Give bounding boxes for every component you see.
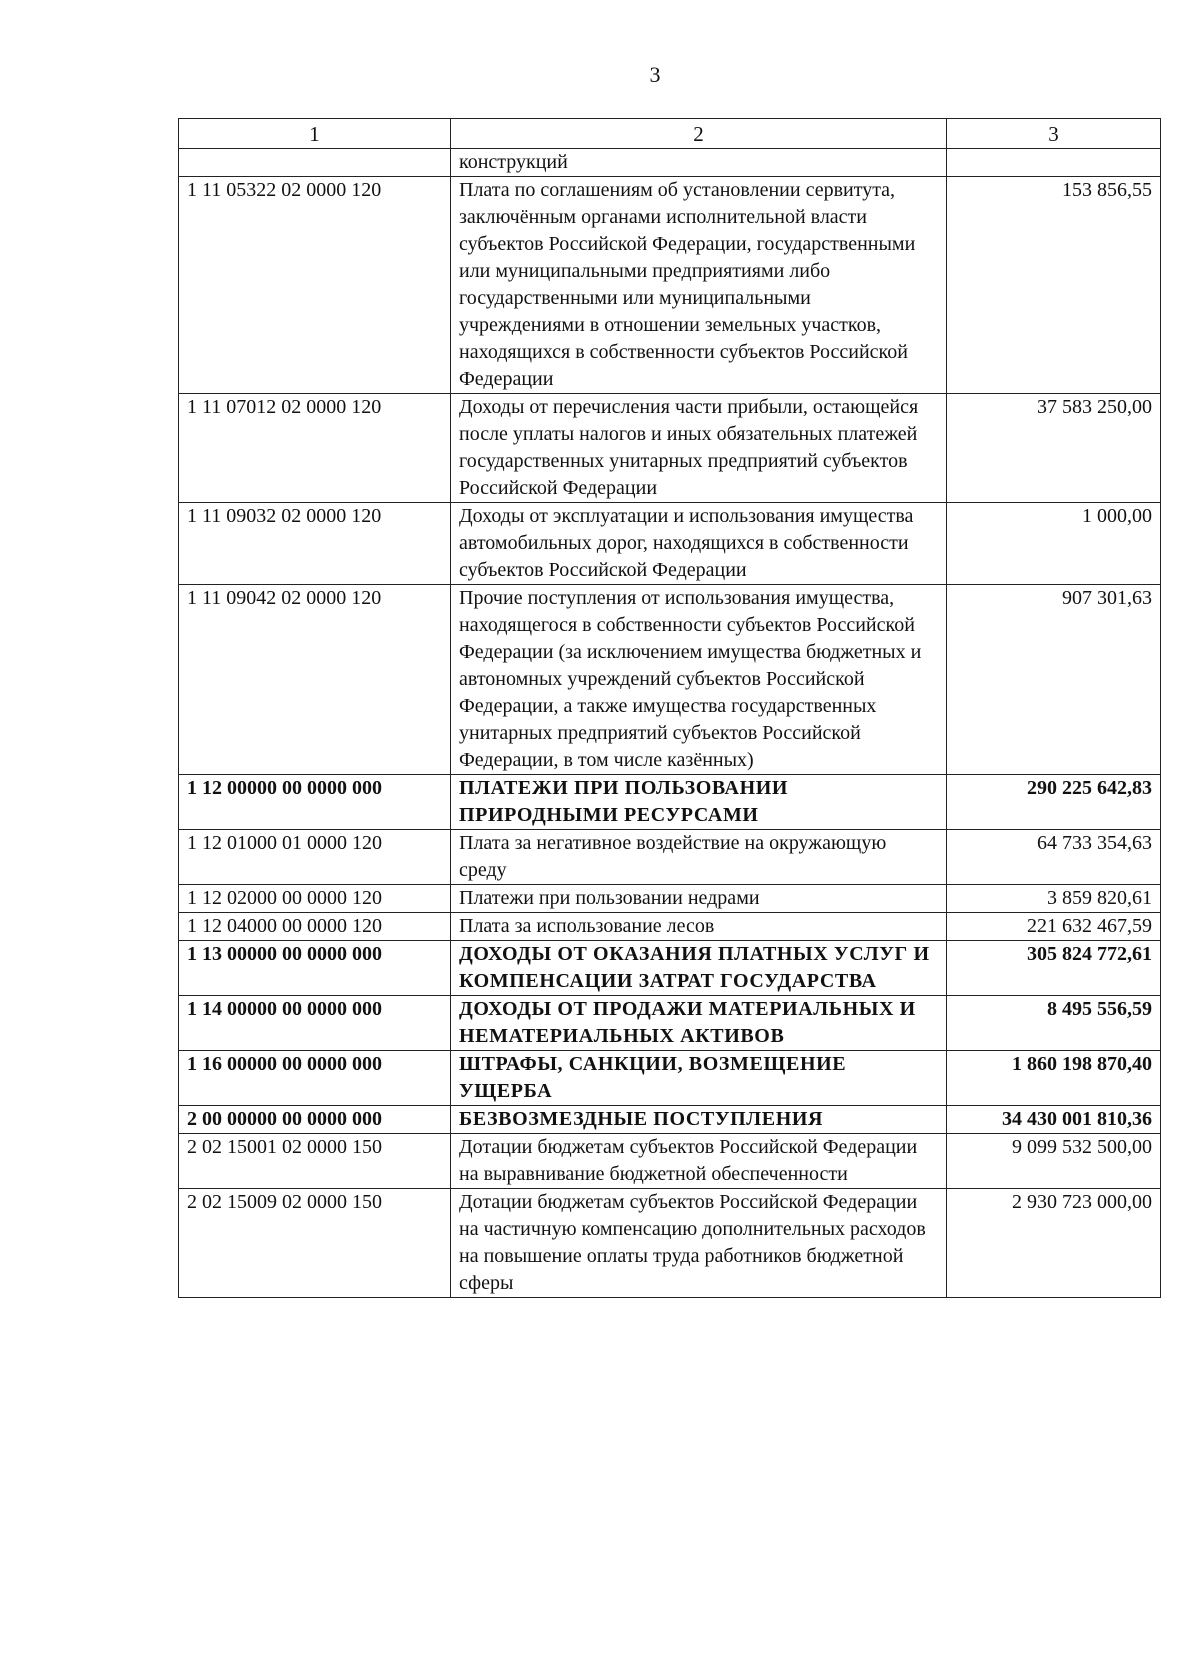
row-code: 1 11 09032 02 0000 120: [179, 503, 451, 585]
row-name: БЕЗВОЗМЕЗДНЫЕ ПОСТУПЛЕНИЯ: [451, 1106, 947, 1134]
row-name: Плата за использование лесов: [451, 913, 947, 941]
row-amount: 34 430 001 810,36: [947, 1106, 1161, 1134]
row-code: 1 11 09042 02 0000 120: [179, 585, 451, 775]
row-amount: 8 495 556,59: [947, 996, 1161, 1051]
row-name: Прочие поступления от использования имущества, находящегося в собственности субъектов Российской Федерации (за исключением имущества бюджетных и автономных учреждений субъектов Российской Федерации, а также имущества государственных унитарных предприятий субъектов Российской Федерации, в том числе казённых): [451, 585, 947, 775]
table-row: [179, 1189, 1161, 1298]
row-amount: 907 301,63: [947, 585, 1161, 775]
row-amount: 37 583 250,00: [947, 394, 1161, 503]
revenue-table: [178, 118, 1161, 1298]
row-name: Дотации бюджетам субъектов Российской Федерации на выравнивание бюджетной обеспеченности: [451, 1134, 947, 1189]
row-amount: 9 099 532 500,00: [947, 1134, 1161, 1189]
row-name: ДОХОДЫ ОТ ОКАЗАНИЯ ПЛАТНЫХ УСЛУГ И КОМПЕНСАЦИИ ЗАТРАТ ГОСУДАРСТВА: [451, 941, 947, 996]
table-row: [179, 1134, 1161, 1189]
table-row: [179, 585, 1161, 775]
column-header-code: 1: [179, 119, 451, 149]
row-code: 2 00 00000 00 0000 000: [179, 1106, 451, 1134]
row-code: 1 13 00000 00 0000 000: [179, 941, 451, 996]
row-amount: 221 632 467,59: [947, 913, 1161, 941]
row-name: Дотации бюджетам субъектов Российской Федерации на частичную компенсацию дополнительных расходов на повышение оплаты труда работников бюджетной сферы: [451, 1189, 947, 1298]
row-name: Платежи при пользовании недрами: [451, 885, 947, 913]
row-amount: [947, 149, 1161, 177]
row-code: 1 12 04000 00 0000 120: [179, 913, 451, 941]
row-name: ПЛАТЕЖИ ПРИ ПОЛЬЗОВАНИИ ПРИРОДНЫМИ РЕСУРСАМИ: [451, 775, 947, 830]
column-header-amount: 3: [947, 119, 1161, 149]
row-name: ДОХОДЫ ОТ ПРОДАЖИ МАТЕРИАЛЬНЫХ И НЕМАТЕРИАЛЬНЫХ АКТИВОВ: [451, 996, 947, 1051]
row-amount: 305 824 772,61: [947, 941, 1161, 996]
row-amount: 1 860 198 870,40: [947, 1051, 1161, 1106]
table-row: [179, 394, 1161, 503]
table-row-section: [179, 1051, 1161, 1106]
row-code: 1 12 00000 00 0000 000: [179, 775, 451, 830]
row-amount: 1 000,00: [947, 503, 1161, 585]
row-code: 2 02 15001 02 0000 150: [179, 1134, 451, 1189]
row-name: Доходы от перечисления части прибыли, остающейся после уплаты налогов и иных обязательных платежей государственных унитарных предприятий субъектов Российской Федерации: [451, 394, 947, 503]
row-code: 1 12 01000 01 0000 120: [179, 830, 451, 885]
table-header-row: [179, 119, 1161, 149]
row-code: 1 11 07012 02 0000 120: [179, 394, 451, 503]
row-name: ШТРАФЫ, САНКЦИИ, ВОЗМЕЩЕНИЕ УЩЕРБА: [451, 1051, 947, 1106]
row-name: Плата по соглашениям об установлении сервитута, заключённым органами исполнительной власти субъектов Российской Федерации, государственными или муниципальными предприятиями либо государственными или муниципальными учреждениями в отношении земельных участков, находящихся в собственности субъектов Российской Федерации: [451, 177, 947, 394]
row-code: 1 12 02000 00 0000 120: [179, 885, 451, 913]
table-row: [179, 913, 1161, 941]
table-row: [179, 830, 1161, 885]
table-row-section: [179, 941, 1161, 996]
row-code: [179, 149, 451, 177]
row-name: Плата за негативное воздействие на окружающую среду: [451, 830, 947, 885]
row-amount: 2 930 723 000,00: [947, 1189, 1161, 1298]
table-row: [179, 149, 1161, 177]
table-row-section: [179, 996, 1161, 1051]
table-row: [179, 177, 1161, 394]
row-code: 2 02 15009 02 0000 150: [179, 1189, 451, 1298]
table-row-section: [179, 1106, 1161, 1134]
page-number: 3: [649, 62, 661, 87]
table-row: [179, 503, 1161, 585]
row-code: 1 11 05322 02 0000 120: [179, 177, 451, 394]
row-name: Доходы от эксплуатации и использования имущества автомобильных дорог, находящихся в собственности субъектов Российской Федерации: [451, 503, 947, 585]
row-code: 1 14 00000 00 0000 000: [179, 996, 451, 1051]
row-name: конструкций: [451, 149, 947, 177]
table-row-section: [179, 775, 1161, 830]
row-code: 1 16 00000 00 0000 000: [179, 1051, 451, 1106]
column-header-name: 2: [451, 119, 947, 149]
row-amount: 153 856,55: [947, 177, 1161, 394]
table-row: [179, 885, 1161, 913]
row-amount: 3 859 820,61: [947, 885, 1161, 913]
row-amount: 290 225 642,83: [947, 775, 1161, 830]
row-amount: 64 733 354,63: [947, 830, 1161, 885]
